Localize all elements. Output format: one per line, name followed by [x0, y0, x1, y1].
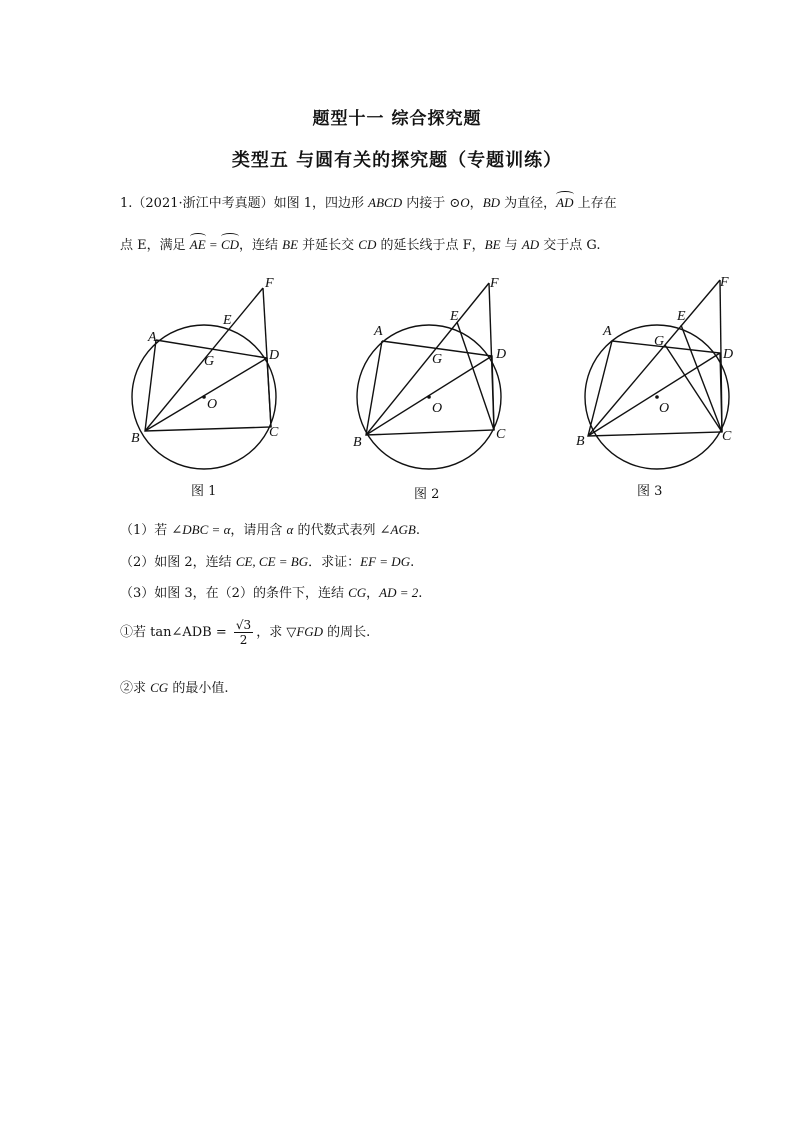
line-cf	[489, 283, 494, 430]
math: AD	[521, 237, 540, 252]
text: 上存在	[573, 196, 617, 211]
text: ，	[366, 586, 380, 601]
text: ，	[469, 196, 483, 211]
figure-1-caption: 图 1	[191, 484, 217, 499]
text: 与	[500, 238, 522, 253]
label-g: G	[432, 352, 443, 367]
arc-cd: CD	[220, 237, 239, 252]
math: CG	[348, 585, 367, 600]
text: 为直径，	[500, 196, 557, 211]
label-a: A	[374, 324, 383, 339]
line-cf	[720, 280, 722, 432]
label-g: G	[654, 334, 665, 349]
label-e: E	[677, 309, 686, 324]
text: ①若 tan∠ADB =	[120, 625, 231, 640]
line-ce	[457, 322, 494, 430]
text: 的最小值.	[168, 681, 229, 696]
text: 交于点 G.	[539, 238, 601, 253]
label-a: A	[148, 330, 157, 345]
label-o: O	[659, 401, 670, 416]
text: ，求	[256, 625, 287, 640]
label-o: O	[432, 401, 443, 416]
figure-3	[576, 270, 736, 470]
label-c: C	[496, 427, 506, 442]
text: 的周长.	[323, 625, 371, 640]
math: BE	[484, 237, 501, 252]
math: CG	[150, 680, 169, 695]
label-d: D	[269, 348, 280, 363]
label-d: D	[496, 347, 507, 362]
question-2	[120, 551, 414, 570]
text: 的延长线于点 F，	[376, 238, 485, 253]
question-3	[120, 582, 422, 601]
math: BD	[482, 195, 501, 210]
label-a: A	[603, 324, 612, 339]
text: ②求	[120, 681, 151, 696]
diameter-bd	[588, 353, 720, 436]
figure-3-caption: 图 3	[637, 484, 663, 499]
arc-ae: AE	[189, 237, 206, 252]
label-b: B	[131, 431, 140, 446]
label-g: G	[204, 354, 215, 369]
text: ，请用含	[230, 523, 287, 538]
text: 并延长交	[298, 238, 359, 253]
label-o: O	[207, 397, 218, 412]
fraction	[234, 618, 253, 647]
label-e: E	[450, 309, 459, 324]
problem-source: （2021·浙江中考真题）	[132, 196, 274, 211]
fraction-denominator: 2	[239, 633, 248, 647]
math: CD	[358, 237, 377, 252]
problem-line-2	[120, 234, 600, 253]
label-f: F	[265, 276, 274, 291]
figure-2-caption: 图 2	[414, 487, 440, 502]
line-bf	[366, 283, 489, 435]
label-c: C	[269, 425, 279, 440]
page-subtitle: 类型五 与圆有关的探究题（专题训练）	[231, 150, 563, 171]
math: ∠AGB	[379, 522, 416, 537]
question-3b	[120, 677, 228, 696]
label-d: D	[723, 347, 734, 362]
problem-line-1	[120, 192, 617, 211]
math: ⊙O	[449, 195, 470, 210]
text: 如图 1，四边形	[273, 196, 369, 211]
text: 点 E，满足	[120, 238, 190, 253]
math: ABCD	[368, 195, 403, 210]
math: α	[286, 522, 294, 537]
text: （3）如图 3，在（2）的条件下，连结	[120, 586, 349, 601]
label-f: F	[490, 276, 499, 291]
text: .	[418, 586, 423, 601]
text: （1）若	[120, 523, 172, 538]
problem-number: 1.	[120, 196, 133, 211]
label-c: C	[722, 429, 732, 444]
math: =	[205, 237, 221, 252]
question-1	[120, 519, 420, 538]
label-b: B	[353, 435, 362, 450]
math: CE, CE = BG	[235, 554, 309, 569]
center-point	[655, 395, 659, 399]
math: BE	[282, 237, 299, 252]
label-f: F	[720, 275, 729, 290]
label-e: E	[223, 313, 232, 328]
math: EF = DG	[360, 554, 411, 569]
math: ∠DBC = α	[171, 522, 231, 537]
arc-ad: AD	[556, 195, 574, 210]
question-3a	[120, 618, 370, 647]
label-b: B	[576, 434, 585, 449]
page-title: 题型十一 综合探究题	[312, 109, 482, 129]
figure-2	[347, 270, 507, 470]
text: 的代数式表列	[293, 523, 380, 538]
text: .	[415, 523, 420, 538]
text: （2）如图 2，连结	[120, 555, 236, 570]
figure-1	[125, 270, 285, 470]
text: 内接于	[402, 196, 450, 211]
text: ，连结	[239, 238, 283, 253]
math: AD = 2	[379, 585, 419, 600]
fraction-numerator: √3	[235, 618, 252, 632]
text: ．求证：	[308, 555, 361, 570]
math: ▽FGD	[286, 624, 324, 639]
text: .	[410, 555, 415, 570]
quadrilateral-abcd	[588, 341, 722, 436]
